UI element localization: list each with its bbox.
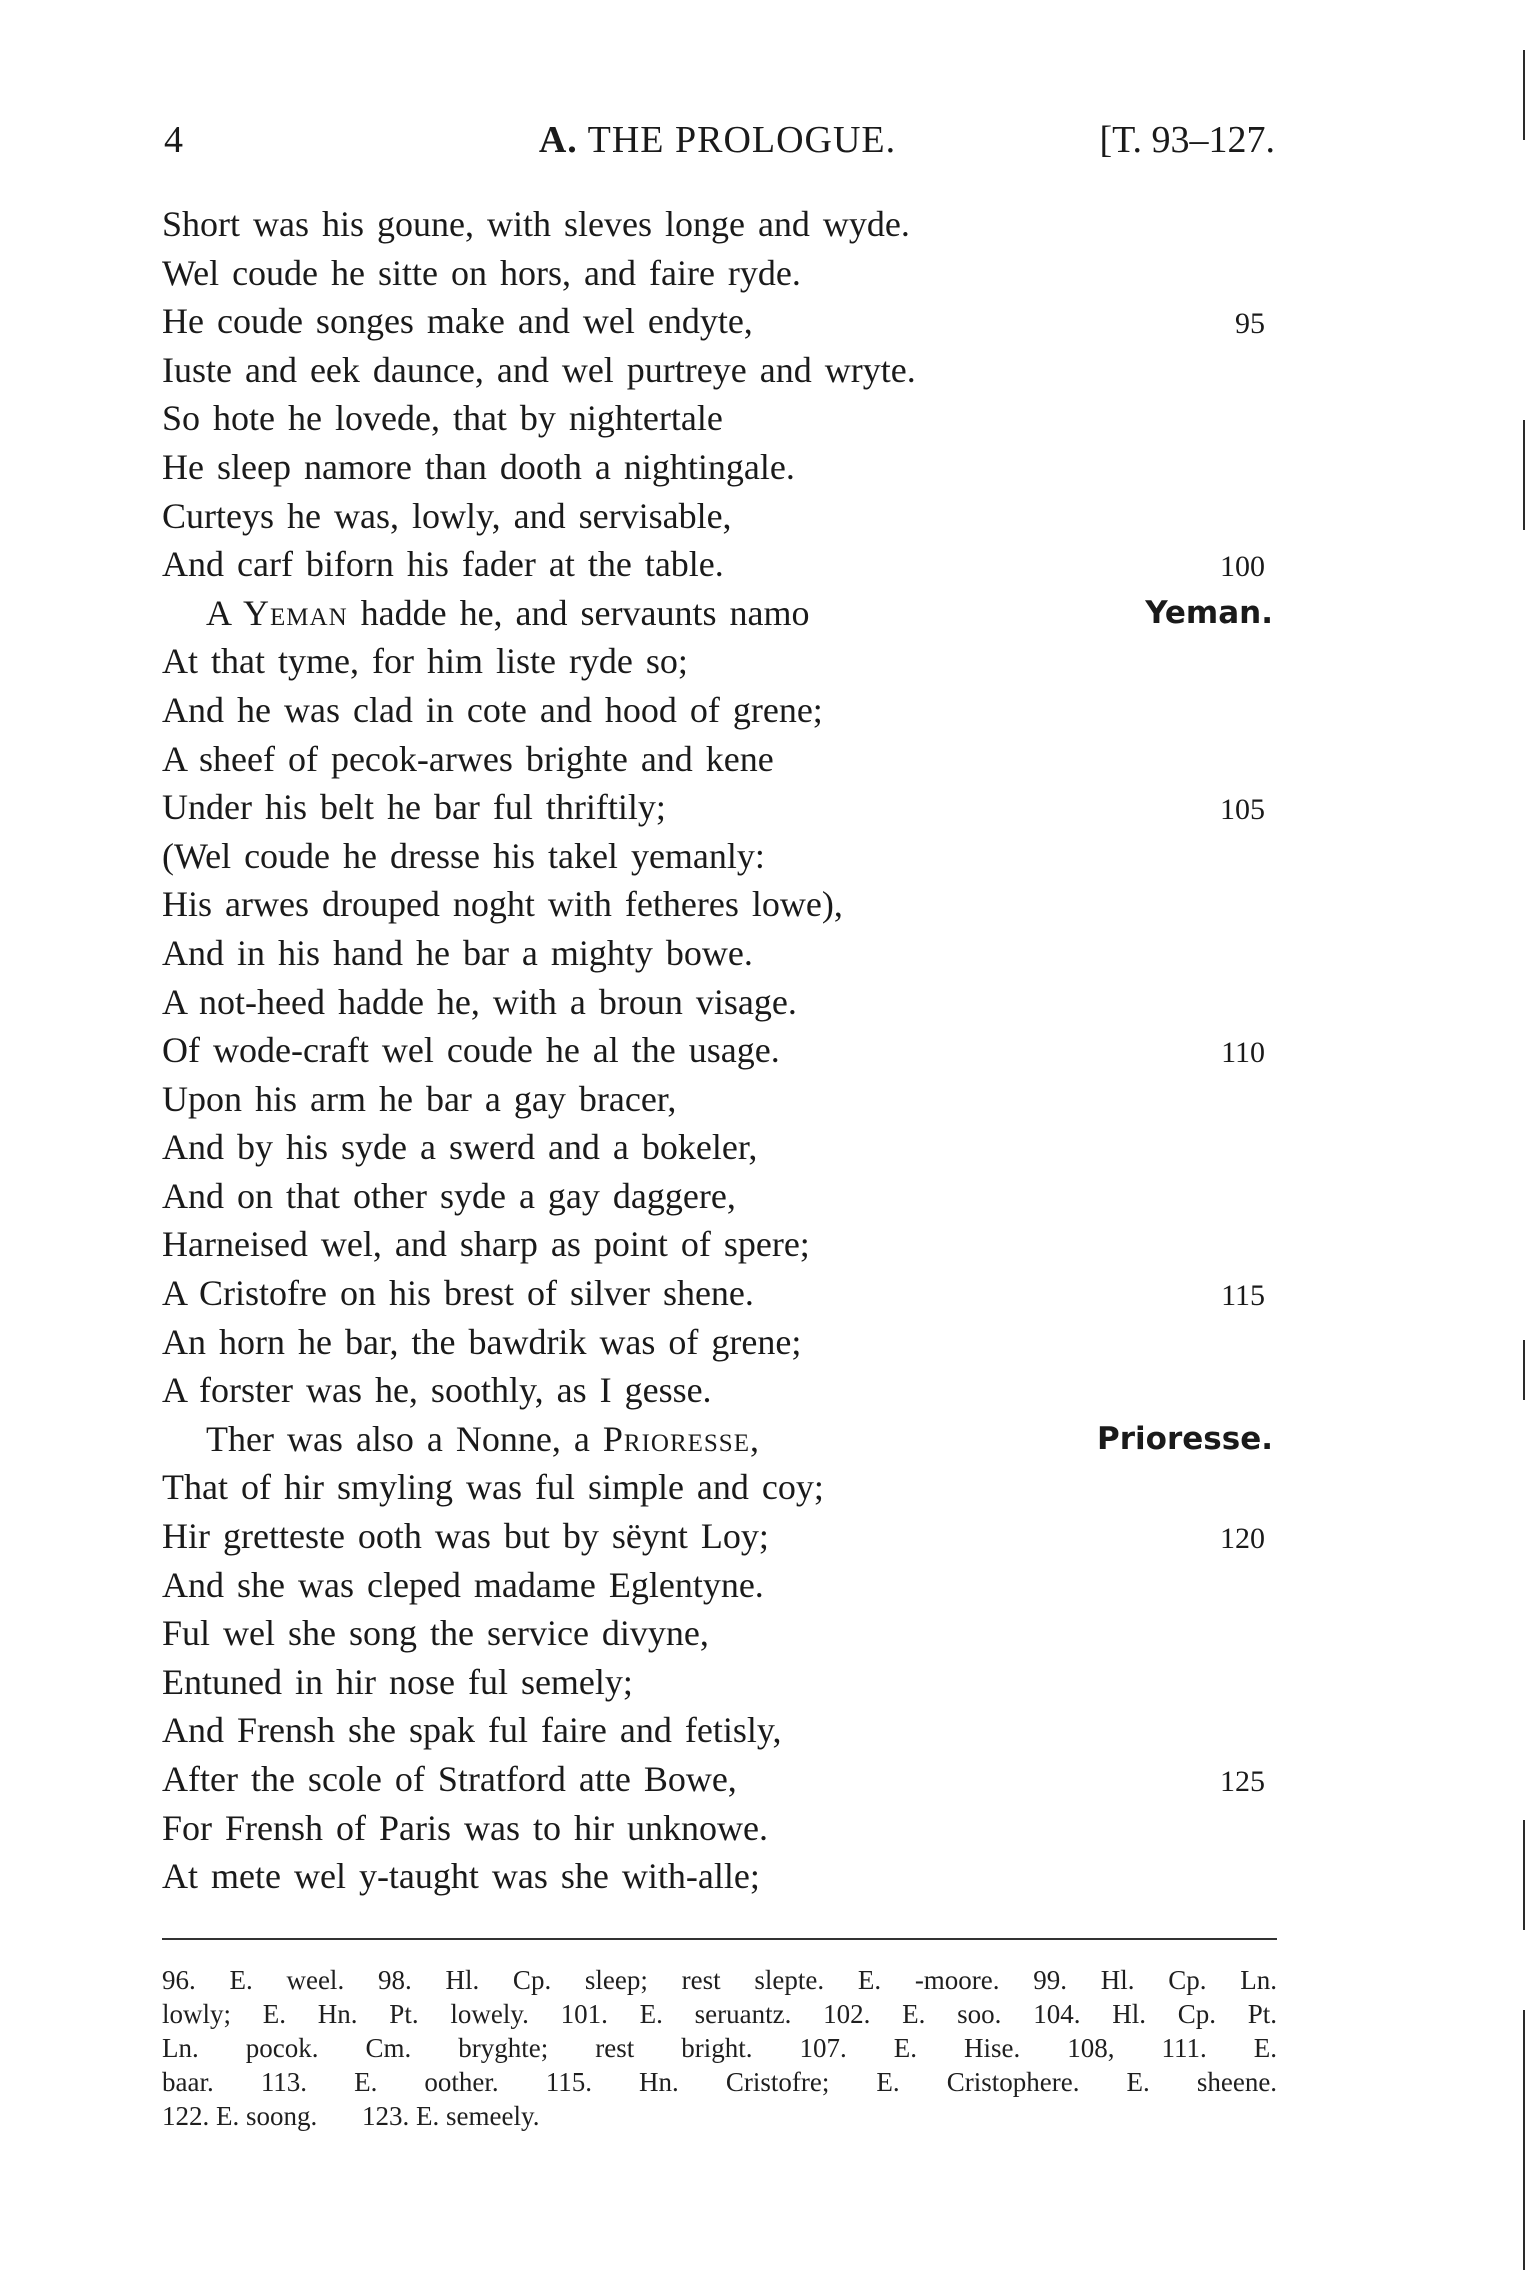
verse-text: Hir gretteste ooth was but by sëynt Loy; — [162, 1516, 769, 1557]
page-title: THE PROLOGUE. — [587, 119, 897, 161]
footnote-entry: 102. E. soo. — [823, 1999, 1002, 2029]
verse-line — [162, 1706, 1277, 1755]
verse-line — [162, 297, 1277, 346]
verse-text: Of wode-craft wel coude he al the usage. — [162, 1030, 780, 1071]
margin-heading: Yeman. — [1145, 594, 1273, 631]
verse-text: Harneised wel, and sharp as point of spere; — [162, 1224, 810, 1265]
verse-line — [162, 1026, 1277, 1075]
verse-text: And he was clad in cote and hood of grene; — [162, 689, 823, 730]
footnote-entry: 115. Hn. Cristofre; E. Cristophere. — [545, 2067, 1080, 2097]
margin-heading: Prioresse. — [1097, 1420, 1273, 1457]
verse-text: Wel coude he sitte on hors, and faire ryde. — [162, 252, 801, 293]
line-number: 125 — [1220, 1765, 1265, 1798]
verse-line — [162, 637, 1277, 686]
verse-line — [162, 1512, 1277, 1561]
verse-text: And on that other syde a gay daggere, — [162, 1175, 736, 1216]
verse-text — [162, 1419, 759, 1459]
verse-line — [162, 783, 1277, 832]
verse-line — [162, 1269, 1277, 1318]
scan-edge-mark — [1523, 420, 1525, 530]
scan-edge-mark — [1523, 2010, 1525, 2270]
verse-line — [162, 1609, 1277, 1658]
small-caps-name: Yeman — [243, 592, 348, 633]
verse-line — [162, 249, 1277, 298]
verse-text-part: A — [206, 592, 244, 633]
verse-line — [162, 735, 1277, 784]
small-caps-name: Prioresse — [602, 1418, 750, 1459]
verse-line — [162, 832, 1277, 881]
line-range: [T. 93–127. — [1099, 119, 1275, 161]
verse-line — [162, 1415, 1277, 1464]
footnote-line — [162, 1963, 1277, 1997]
footnote-entry: 113. E. oother. — [260, 2067, 499, 2097]
verse-line — [162, 1658, 1277, 1707]
verse-text: At mete wel y-taught was she with-alle; — [162, 1856, 760, 1897]
footnote-entry: 98. Hl. Cp. sleep; rest slepte. E. -moore. — [377, 1965, 1000, 1995]
verse-line — [162, 1755, 1277, 1804]
verse-text: And in his hand he bar a mighty bowe. — [162, 932, 753, 973]
footnote-line — [162, 2065, 1277, 2099]
verse-line — [162, 1318, 1277, 1367]
verse-text: And Frensh she spak ful faire and fetisly, — [162, 1710, 782, 1751]
verse-text: Upon his arm he bar a gay bracer, — [162, 1078, 677, 1119]
verse-text: After the scole of Stratford atte Bowe, — [162, 1759, 737, 1799]
verse-text: Iuste and eek daunce, and wel purtreye and wryte. — [162, 349, 916, 390]
verse-line — [162, 346, 1277, 395]
verse-text: That of hir smyling was ful simple and coy; — [162, 1467, 824, 1508]
verse-text: Ful wel she song the service divyne, — [162, 1613, 709, 1654]
footnote-entry: 108, 111. E. — [1067, 2033, 1278, 2063]
verse-text: A forster was he, soothly, as I gesse. — [162, 1370, 712, 1411]
footnotes — [162, 1963, 1277, 2133]
verse-text: Under his belt he bar ful thriftily; — [162, 787, 666, 828]
verse-text: An horn he bar, the bawdrik was of grene; — [162, 1321, 802, 1362]
verse-text: And she was cleped madame Eglentyne. — [162, 1564, 764, 1605]
verse-line — [162, 1561, 1277, 1610]
verse-line — [162, 880, 1277, 929]
verse-text: He sleep namore than dooth a nightingale. — [162, 446, 795, 487]
verse-text: A Cristofre on his brest of silver shene. — [162, 1273, 754, 1314]
footnote-line — [162, 2031, 1277, 2065]
verse-text: So hote he lovede, that by nightertale — [162, 398, 723, 439]
verse-line — [162, 1172, 1277, 1221]
verse-line — [162, 1463, 1277, 1512]
verse-text-part: hadde he, and servaunts namo — [347, 592, 810, 633]
footnote-line — [162, 1997, 1277, 2031]
verse-line — [162, 1804, 1277, 1853]
footnote-rule — [162, 1938, 1277, 1940]
scan-edge-mark — [1523, 1340, 1525, 1400]
verse-text: For Frensh of Paris was to hir unknowe. — [162, 1807, 768, 1848]
verse-line — [162, 540, 1277, 589]
line-number: 120 — [1220, 1522, 1265, 1556]
verse-text: And by his syde a swerd and a bokeler, — [162, 1127, 758, 1168]
footnote-entry: 104. Hl. Cp. Pt. — [1033, 1999, 1278, 2029]
line-number: 105 — [1220, 793, 1265, 827]
verse-line — [162, 978, 1277, 1027]
scan-edge-mark — [1523, 50, 1525, 140]
verse-text: A not-heed hadde he, with a broun visage. — [162, 981, 797, 1022]
footnote-entry: 122. E. soong. — [162, 2101, 318, 2131]
line-number: 95 — [1235, 307, 1265, 341]
page-number: 4 — [164, 119, 183, 161]
scan-edge-mark — [1523, 1820, 1525, 1930]
footnote-entry: baar. — [162, 2067, 214, 2097]
footnote-entry: Cm. bryghte; rest bright. — [365, 2033, 753, 2063]
verse-text-part: , — [749, 1418, 759, 1459]
verse-text: His arwes drouped noght with fetheres lowe), — [162, 884, 843, 925]
verse-line — [162, 1852, 1277, 1901]
verse-text: At that tyme, for him liste ryde so; — [162, 641, 688, 682]
verse-text: Short was his goune, with sleves longe and wyde. — [162, 204, 910, 244]
footnote-entry: 123. E. semeely. — [362, 2101, 540, 2131]
verse-text: And carf biforn his fader at the table. — [162, 544, 724, 585]
footnote-entry: 96. E. weel. — [162, 1965, 345, 1995]
line-number: 100 — [1220, 550, 1265, 584]
verse-text-part: Ther was also a Nonne, a — [206, 1418, 603, 1459]
verse-line — [162, 1366, 1277, 1415]
verse-line — [162, 1075, 1277, 1124]
line-number: 115 — [1221, 1279, 1265, 1313]
footnote-entry: lowly; E. Hn. Pt. lowely. — [162, 1999, 529, 2029]
verse-text: Entuned in hir nose ful semely; — [162, 1661, 633, 1702]
footnote-entry: 101. E. seruantz. — [560, 1999, 792, 2029]
footnote-entry: 99. Hl. Cp. Ln. — [1033, 1965, 1278, 1995]
verse-line — [162, 443, 1277, 492]
verse-line — [162, 200, 1277, 249]
poem-text — [162, 200, 1277, 1901]
verse-text: (Wel coude he dresse his takel yemanly: — [162, 835, 765, 876]
section-letter: A. — [538, 119, 578, 161]
verse-line — [162, 589, 1277, 638]
verse-text: He coude songes make and wel endyte, — [162, 301, 753, 342]
verse-line — [162, 1220, 1277, 1269]
verse-text: A sheef of pecok-arwes brighte and kene — [162, 738, 774, 779]
footnote-line — [162, 2099, 1277, 2133]
verse-line — [162, 492, 1277, 541]
verse-text: Curteys he was, lowly, and servisable, — [162, 495, 732, 536]
running-header — [160, 118, 1275, 168]
verse-line — [162, 929, 1277, 978]
verse-line — [162, 686, 1277, 735]
verse-text — [162, 593, 810, 633]
footnote-entry: 107. E. Hise. — [799, 2033, 1021, 2063]
line-number: 110 — [1221, 1036, 1265, 1070]
verse-line — [162, 394, 1277, 443]
footnote-entry: Ln. pocok. — [162, 2033, 319, 2063]
verse-line — [162, 1123, 1277, 1172]
footnote-entry: E. sheene. — [1126, 2067, 1278, 2097]
